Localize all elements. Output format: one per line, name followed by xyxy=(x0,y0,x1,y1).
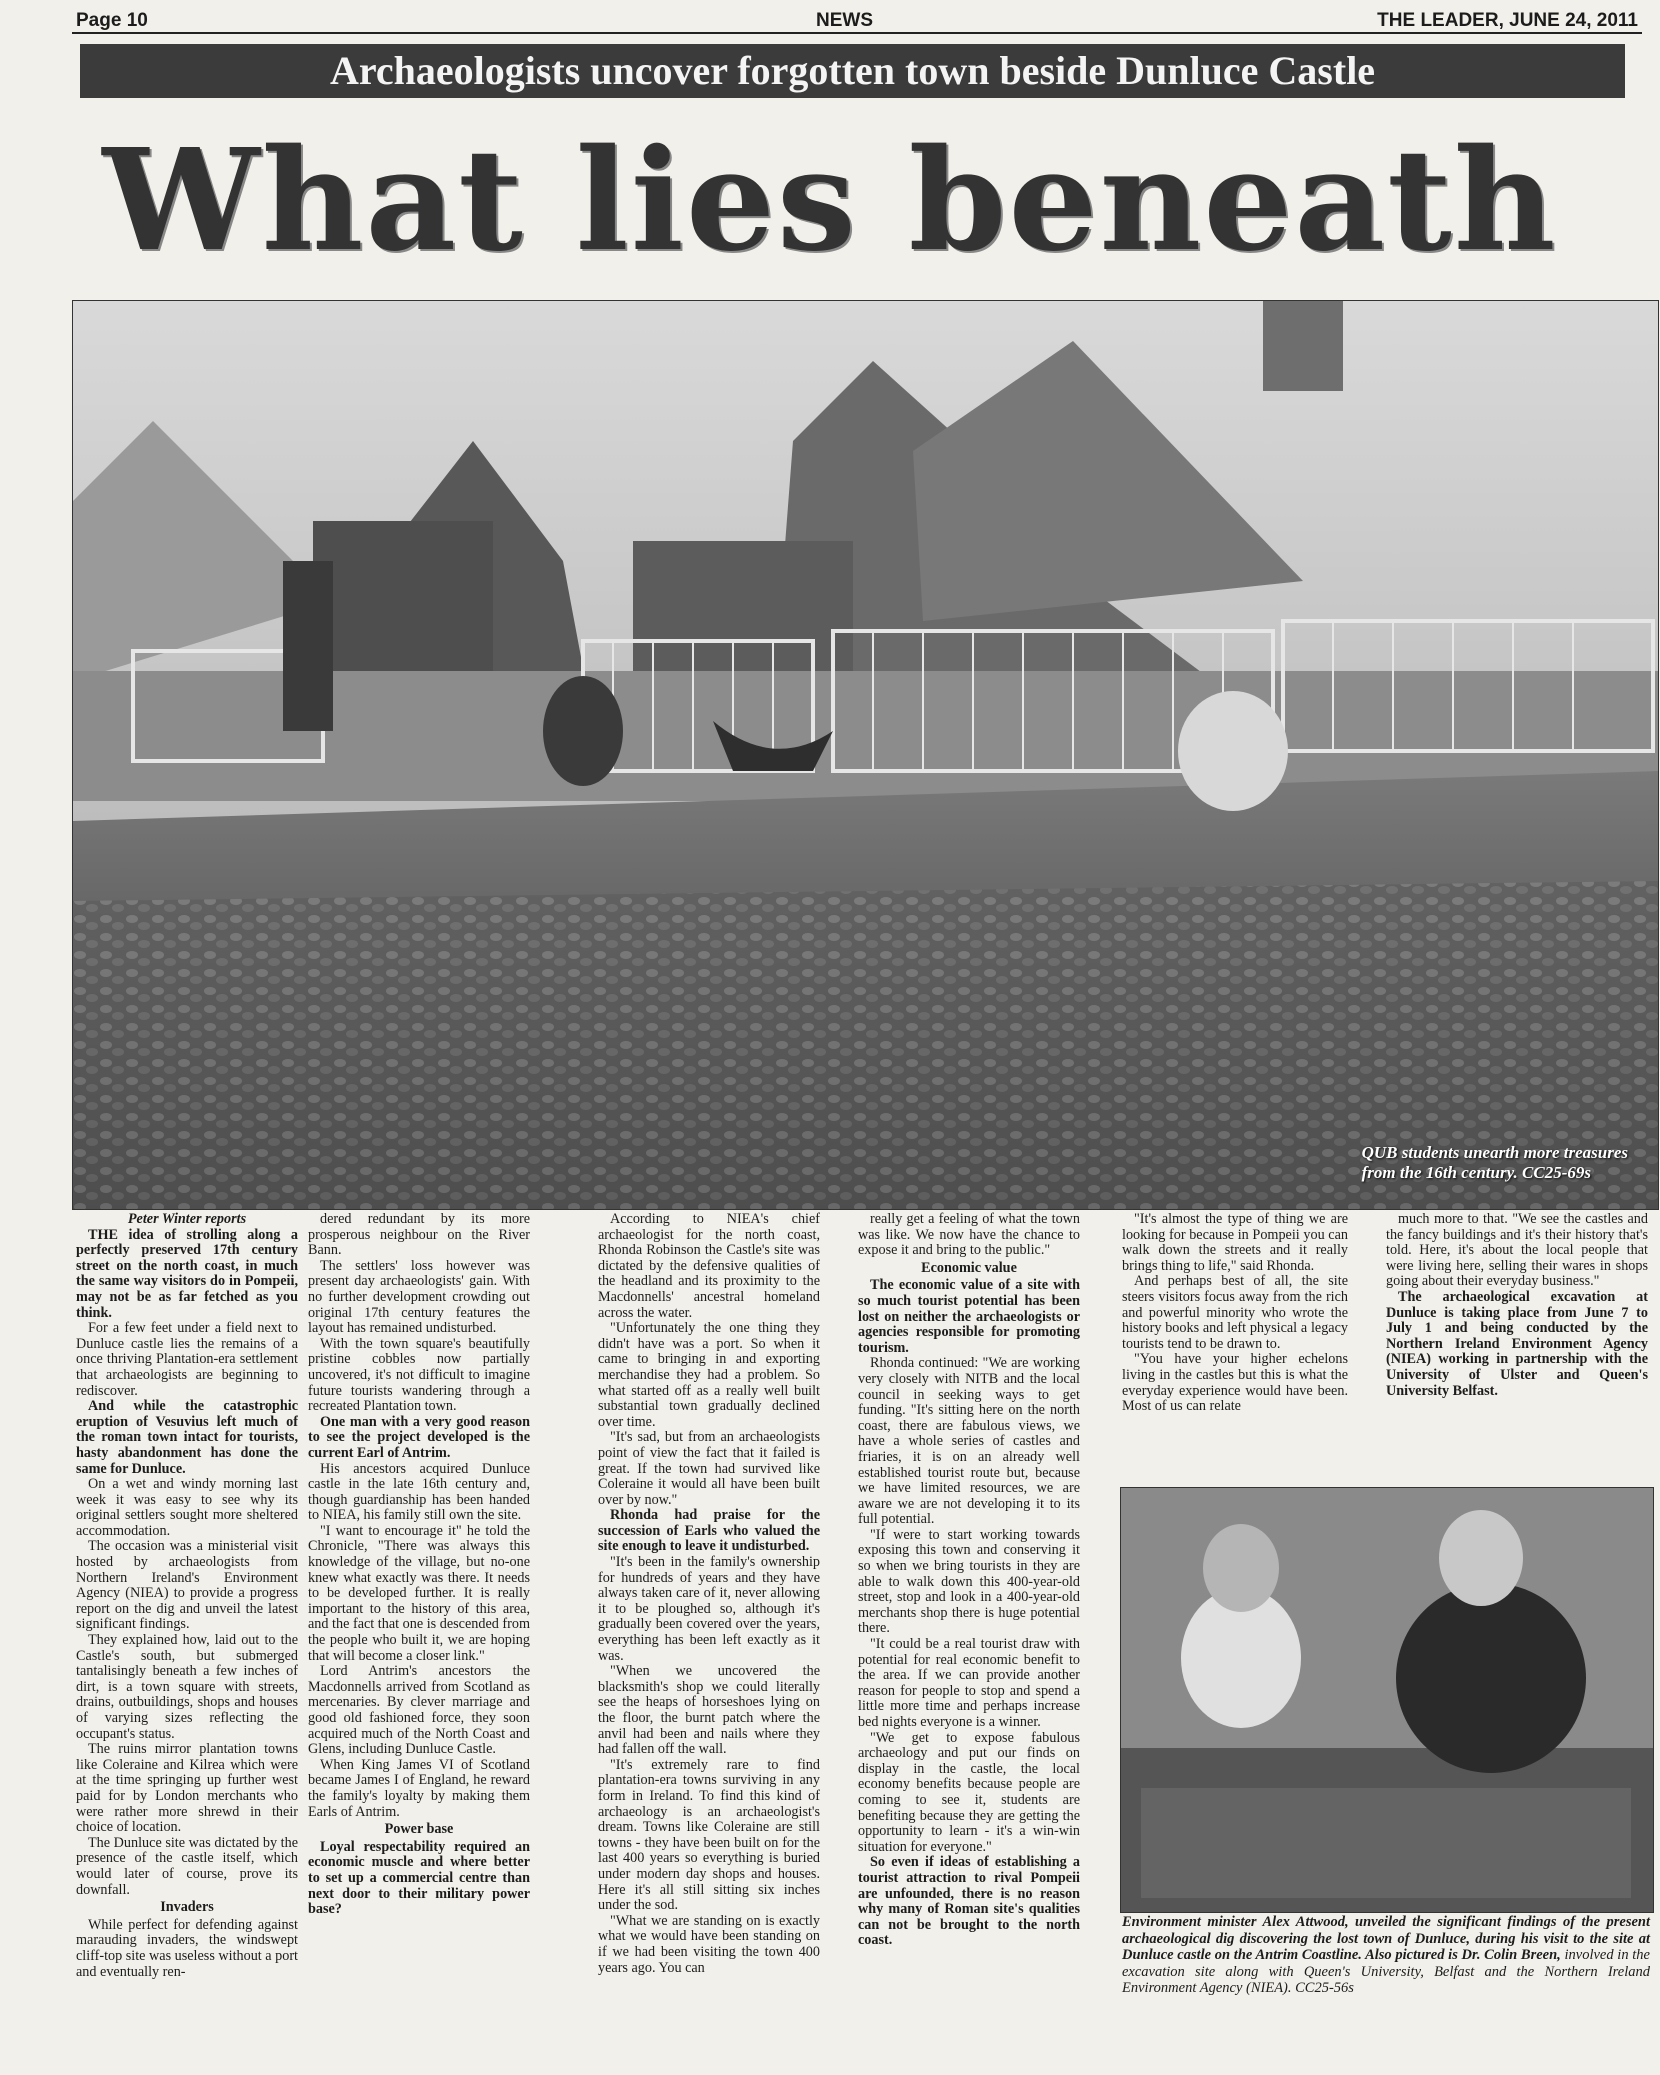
page-number: Page 10 xyxy=(76,10,148,31)
article-paragraph: The economic value of a site with so much tourist potential has been lost on neither the archaeologists or agencies responsible for promoting tourism. xyxy=(858,1277,1080,1356)
article-paragraph: The ruins mirror plantation towns like Coleraine and Kilrea which were at the time springing up further west paid for by London merchants who were rather more shrewd in their choice of location. xyxy=(76,1741,298,1836)
article-paragraph: "You have your higher echelons living in the castles but this is what the everyday experience would have been. Most of us can relate xyxy=(1122,1351,1348,1415)
article-column-2 xyxy=(308,1212,530,2072)
article-column-6 xyxy=(1386,1212,1648,1482)
minister-photo-illustration xyxy=(1121,1488,1653,1912)
article-paragraph: "If were to start working towards exposing this town and conserving it so when we bring tourists in they are able to walk down this 400-year-old street, stop and look in a 400-year-old merchants shop there is huge potential there. xyxy=(858,1526,1080,1637)
article-paragraph: "I want to encourage it" he told the Chronicle, "There was always this knowledge of the village, but no-one knew what exactly was there. It needs to be developed further. It is really important to the history of this area, and the fact that one is descended from the people who built it, we are hoping that will become a closer link." xyxy=(308,1522,530,1664)
article-paragraph: The Dunluce site was dictated by the presence of the castle itself, which would later of course, prove its downfall. xyxy=(76,1834,298,1898)
article-paragraph: On a wet and windy morning last week it was easy to see why its original settlers sought more sheltered accommodation. xyxy=(76,1476,298,1539)
photo-caption-line1: QUB students unearth more treasures xyxy=(1361,1143,1628,1162)
article-paragraph: "We get to expose fabulous archaeology and put our finds on display in the castle, the local economy benefits because people are coming to see it, students are benefiting because they are getting the opportunity to learn - it's a win-win situation for everyone." xyxy=(858,1729,1080,1855)
article-paragraph: And perhaps best of all, the site steers visitors focus away from the rich and powerful minority who wrote the history books and left physical a legacy tourists tend to be drawn to. xyxy=(1122,1273,1348,1352)
article-paragraph: dered redundant by its more prosperous neighbour on the River Bann. xyxy=(308,1212,530,1259)
photo-caption-line2: from the 16th century. CC25-69s xyxy=(1361,1163,1591,1182)
photo-caption xyxy=(1362,1143,1628,1183)
subheading: Economic value xyxy=(921,1259,1017,1276)
article-paragraph: Loyal respectability required an economic muscle and where better to set up a commercial centre than next door to their military power base? xyxy=(308,1838,530,1918)
article-paragraph: The occasion was a ministerial visit hosted by archaeologists from Northern Ireland's Environment Agency (NIEA) to provide a progress report on the dig and unveil the latest significant findings. xyxy=(76,1538,298,1633)
article-paragraph: "It's almost the type of thing we are looking for because in Pompeii you can walk down the streets and it really brings thing to life," said Rhonda. xyxy=(1122,1212,1348,1274)
article-paragraph: According to NIEA's chief archaeologist for the north coast, Rhonda Robinson the Castle's site was dictated by the defensive qualities of the headland and its proximity to the Macdonnells' ancestral homeland across the water. xyxy=(598,1212,820,1321)
header-rule xyxy=(72,32,1642,34)
article-paragraph: Rhonda had praise for the succession of Earls who valued the site enough to leave it undisturbed. xyxy=(598,1507,820,1555)
article-paragraph: "It's sad, but from an archaeologists point of view the fact that it failed is great. If the town had survived like Coleraine it would all have been built over by now." xyxy=(598,1429,820,1508)
minister-caption-bold: Environment minister Alex Attwood, unveiled the significant findings of the present archaeological dig discovering the lost town of Dunluce, during his visit to the site at Dunluce castle on the Antrim Coastline. Also pictured is Dr. Colin Breen, xyxy=(1122,1914,1650,1963)
article-paragraph: THE idea of strolling along a perfectly preserved 17th century street on the north coast, in much the same way visitors do in Pompeii, may not be as far fetched as you think. xyxy=(76,1226,298,1321)
main-photo xyxy=(72,300,1659,1210)
article-paragraph: So even if ideas of establishing a tourist attraction to rival Pompeii are unfounded, there is no reason why many of Roman site's qualities can not be brought to the north coast. xyxy=(858,1854,1080,1949)
article-column-1 xyxy=(76,1212,298,2072)
section-name: NEWS xyxy=(816,10,873,31)
byline: Peter Winter reports xyxy=(127,1212,247,1227)
article-column-4 xyxy=(858,1212,1080,2072)
running-header xyxy=(76,8,1638,34)
article-paragraph: "When we uncovered the blacksmith's shop we could literally see the heaps of horseshoes lying on the floor, the burnt patch where the anvil had been and nails where they had fallen off the wall. xyxy=(598,1663,820,1758)
article-paragraph: They explained how, laid out to the Castle's south, but submerged tantalisingly beneath a few inches of dirt, is a town square with streets, drains, outbuildings, shops and houses of varying sizes reflecting the occupant's status. xyxy=(76,1632,298,1742)
article-paragraph: The settlers' loss however was present day archaeologists' gain. With no further development crowding out original 17th century features the layout has remained undisturbed. xyxy=(308,1257,530,1337)
article-paragraph: "It's been in the family's ownership for hundreds of years and they have always taken care of it, never allowing it to be ploughed so, although it's gradually been covered over the years, everything has been left exactly as it was. xyxy=(598,1554,820,1664)
article-paragraph: "What we are standing on is exactly what we would have been standing on if we had been visiting the town 400 years ago. You can xyxy=(598,1912,820,1976)
article-paragraph: His ancestors acquired Dunluce castle in the late 16th century and, though guardianship has been handed to NIEA, his family still own the site. xyxy=(308,1460,530,1524)
headline: What lies beneath xyxy=(102,119,1558,283)
article-paragraph: much more to that. "We see the castles and the fancy buildings and it's their history that's told. Here, it's about the local people that were living here, selling their wares in shops going about their everyday business." xyxy=(1386,1212,1648,1290)
article-column-5 xyxy=(1122,1212,1348,1482)
article-paragraph: When King James VI of Scotland became James I of England, he reward the family's loyalty by making them Earls of Antrim. xyxy=(308,1756,530,1820)
excavation-photo-illustration xyxy=(73,301,1658,1209)
article-paragraph: One man with a very good reason to see the project developed is the current Earl of Antrim. xyxy=(308,1413,530,1461)
subheading: Power base xyxy=(384,1821,454,1838)
article-paragraph: Rhonda continued: "We are working very closely with NITB and the local council in seeking ways to get funding. "It's sitting here on the north coast, there are fabulous views, we have a whole series of castles and friaries, it is on an already well established tourist route but, because we have limited resources, we are aware we are not developing it to its full potential. xyxy=(858,1355,1080,1528)
article-column-3 xyxy=(598,1212,820,2072)
publication-date: THE LEADER, JUNE 24, 2011 xyxy=(1377,10,1638,31)
article-paragraph: For a few feet under a field next to Dunluce castle lies the remains of a once thriving Plantation-era settlement that archaeologists are beginning to rediscover. xyxy=(76,1320,298,1399)
minister-photo-caption xyxy=(1122,1914,1650,1997)
minister-caption-plain: involved in the excavation site along with Queen's University, Belfast and the Northern Ireland Environment Agency (NIEA). CC25-56s xyxy=(1122,1947,1650,1996)
article-paragraph: really get a feeling of what the town was like. We now have the chance to expose it and bring to the public." xyxy=(858,1212,1080,1259)
kicker-banner: Archaeologists uncover forgotten town beside Dunluce Castle xyxy=(80,44,1625,98)
article-paragraph: And while the catastrophic eruption of Vesuvius left much of the roman town intact for tourists, hasty abandonment has done the same for Dunluce. xyxy=(76,1398,298,1477)
minister-photo xyxy=(1120,1487,1654,1913)
article-paragraph: "It could be a real tourist draw with potential for real economic benefit to the area. If we can provide another reason for people to stop and spend a little more time and perhaps increase bed nights everyone is a winner. xyxy=(858,1636,1080,1730)
article-paragraph: While perfect for defending against marauding invaders, the windswept cliff-top site was useless without a port and eventually ren- xyxy=(76,1916,298,1980)
article-paragraph: "It's extremely rare to find plantation-era towns surviving in any form in Ireland. To find this kind of archaeology is an archaeologist's dream. Towns like Coleraine are still towns - they have been built on for the last 400 years so everything is buried under modern day shops and houses. Here it's all still sitting six inches under the sod. xyxy=(598,1756,820,1914)
article-paragraph: Lord Antrim's ancestors the Macdonnells arrived from Scotland as mercenaries. By clever marriage and good old fashioned force, they soon acquired much of the North Coast and Glens, including Dunluce Castle. xyxy=(308,1663,530,1758)
subheading: Invaders xyxy=(160,1899,214,1916)
article-paragraph: With the town square's beautifully pristine cobbles now partially uncovered, it's not difficult to imagine future tourists wandering through a recreated Plantation town. xyxy=(308,1335,530,1415)
article-paragraph: The archaeological excavation at Dunluce is taking place from June 7 to July 1 and being conducted by the Northern Ireland Environment Agency (NIEA) working in partnership with the University of Ulster and Queen's University Belfast. xyxy=(1386,1288,1648,1399)
article-paragraph: "Unfortunately the one thing they didn't have was a port. So when it came to bringing in and exporting merchandise they had a problem. So what started off as a really well built substantial town gradually declined over time. xyxy=(598,1320,820,1430)
